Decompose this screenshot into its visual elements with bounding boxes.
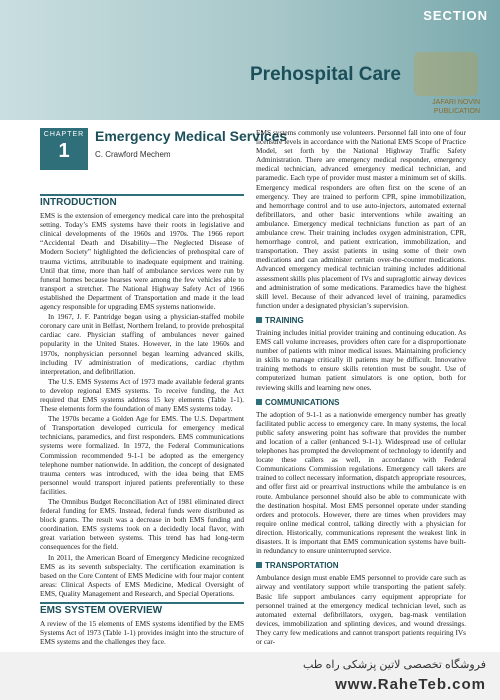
left-column: [40, 190, 244, 665]
paragraph: In 1967, J. F. Pantridge began using a physician-staffed mobile coronary care unit in Belfast, Northern Ireland, to provide prehospital cardiac care. Physician staffing of ambulances never gained popularity in the United States. However, in the late 1960s and 1970s, nonphysician personnel began learning advanced skills, including IV administration of medications, cardiac rhythm interpretation, and defibrillation.: [40, 312, 244, 376]
footer-url[interactable]: www.RaheTeb.com: [335, 676, 486, 693]
section-banner: [0, 0, 500, 120]
paragraph: EMS is the extension of emergency medical care into the prehospital setting. Today’s EMS systems have their roots in legislative and clinical developments of the 1960s and 1970s. The 1966 report “Accidental Death and Disability—The Neglected Disease of Modern Society” highlighted the deficiencies of prehospital care of trauma victims, attributable to inadequate equipment and training. Until that time, more than half of ambulance services were run by funeral homes because hearses were among the few vehicles able to transport a stretcher. The National Highway Safety Act of 1966 established the Department of Transportation and made it the lead agency responsible for upgrading EMS systems nationwide.: [40, 211, 244, 312]
publisher-logo: [414, 52, 478, 96]
publisher-watermark: [432, 98, 480, 116]
heading-communications-row: [256, 398, 466, 407]
chapter-author: C. Crawford Mechem: [95, 150, 171, 159]
paragraph: The Omnibus Budget Reconciliation Act of 1981 eliminated direct federal funding for EMS. Instead, federal funds were distributed as block grants. The result was a decrease in both EMS funding and coordination. EMS systems took on a decidedly local flavor, with great variation between systems. This trend has had long-term consequences for the field.: [40, 497, 244, 552]
watermark-line-2: PUBLICATION: [433, 108, 480, 115]
heading-communications: COMMUNICATIONS: [265, 397, 340, 407]
square-bullet-icon: [256, 562, 262, 568]
right-column: [256, 128, 466, 647]
heading-transportation-row: [256, 561, 466, 570]
chapter-label: CHAPTER: [43, 131, 85, 138]
chapter-number: 1: [58, 140, 70, 162]
square-bullet-icon: [256, 317, 262, 323]
chapter-badge: [40, 128, 88, 170]
chapter-title: Emergency Medical Services: [95, 128, 288, 144]
section-label: SECTION: [423, 8, 488, 23]
heading-transportation: TRANSPORTATION: [265, 561, 339, 571]
paragraph: Training includes initial provider training and continuing education. As EMS call volume increases, providers often care for a disproportionate number of patients with minor medical issues. Maintaining proficiency in skills to manage critically ill patients may be difficult. Innovative training methods to ensure skills retention must be sought. Use of computerized human patient simulators is one option, both for reviewing skills and learning new ones.: [256, 327, 466, 392]
heading-training: TRAINING: [265, 315, 304, 325]
square-bullet-icon: [256, 399, 262, 405]
section-title: Prehospital Care: [250, 64, 401, 85]
footer-bar: [0, 652, 500, 700]
paragraph: A review of the 15 elements of EMS systems identified by the EMS Systems Act of 1973 (Table 1-1) provides insight into the structure of EMS systems and the challenges they face.: [40, 619, 244, 647]
paragraph: In 2011, the American Board of Emergency Medicine recognized EMS as its seventh subspecialty. The certification examination is based on the Core Content of EMS Medicine with four major content areas: Clinical Aspects of EMS Medicine, Medical Oversight of EMS, Quality Management and Research, and Special Operations.: [40, 552, 244, 598]
paragraph: The 1970s became a Golden Age for EMS. The U.S. Department of Transportation developed curricula for emergency medical technicians, paramedics, and first responders. EMS communications systems were formalized. In 1972, the Federal Communications Commission recommended 9-1-1 be adopted as the emergency telephone number nationwide. In addition, the concept of designated trauma centers was introduced, with the idea being that EMS personnel would transport injured patients preferentially to these facilities.: [40, 414, 244, 496]
heading-introduction: INTRODUCTION: [40, 194, 244, 207]
paragraph: The adoption of 9-1-1 as a nationwide emergency number has greatly facilitated public access to emergency care. In many systems, the local public safety answering point has software that provides the number and location of a caller (enhanced 9-1-1). Widespread use of cellular telephones has prompted the development of technology to identify and locate these callers as well, in accordance with Federal Communications Commission regulations. Emergency call takers are trained to collect necessary information, dispatch appropriate resources, and offer first aid or prearrival instructions while the ambulance is en route. Ambulance personnel should also be able to communicate with the destination hospital. Most EMS personnel operate under standing orders and protocols. However, there are times when providers may require online medical control, talking directly with a physician for direction. Historically, communications represent the weakest link in disasters. It is important that EMS communication systems have built-in redundancy to ensure uninterrupted service.: [256, 409, 466, 556]
paragraph: Ambulance design must enable EMS personnel to provide care such as airway and ventilatory support while transporting the patient safely. Basic life support ambulances carry equipment appropriate for personnel trained at the emergency medical technician level, such as automated external defibrillators, oxygen, bag-mask ventilation devices, immobilization and splinting devices, and wound dressings. They carry few medications and cannot transport patients requiring IVs or car-: [256, 573, 466, 646]
watermark-line-1: JAFARI NOVIN: [432, 99, 480, 106]
heading-ems-system-overview: EMS SYSTEM OVERVIEW: [40, 602, 244, 615]
footer-store-name: فروشگاه تخصصی لاتین پزشکی راه طب: [302, 659, 486, 671]
heading-training-row: [256, 316, 466, 325]
paragraph: The U.S. EMS Systems Act of 1973 made available federal grants to develop regional EMS systems. To receive funding, the Act required that EMS systems address 15 key elements (Table 1-1). These elements form the foundation of many EMS systems today.: [40, 376, 244, 414]
paragraph: EMS systems commonly use volunteers. Personnel fall into one of four licensure levels in accordance with the National EMS Scope of Practice Model, set forth by the National Highway Traffic Safety Administration. There are emergency medical responder, emergency medical technician, advanced emergency medical technician, and paramedic. Each type of provider must master a minimum set of skills. Emergency medical responders are often first on the scene of an emergency. They are trained to perform CPR, spine immobilization, and hemorrhage control and to use auto-injectors, automated external defibrillators, and other basic interventions while awaiting an ambulance. Emergency medical technicians function as part of an ambulance crew. Their training includes oxygen administration, CPR, hemorrhage control, and patient extrication, immobilization, and transportation. They assist patients in using some of their own medications and can administer certain over-the-counter medications. Advanced emergency medical technician training includes additional assessment skills plus placement of IVs and supraglottic airway devices and administration of some medications. Paramedics have the highest skill level. Because of their advanced level of training, paramedics function under a designated physician’s supervision.: [256, 128, 466, 310]
